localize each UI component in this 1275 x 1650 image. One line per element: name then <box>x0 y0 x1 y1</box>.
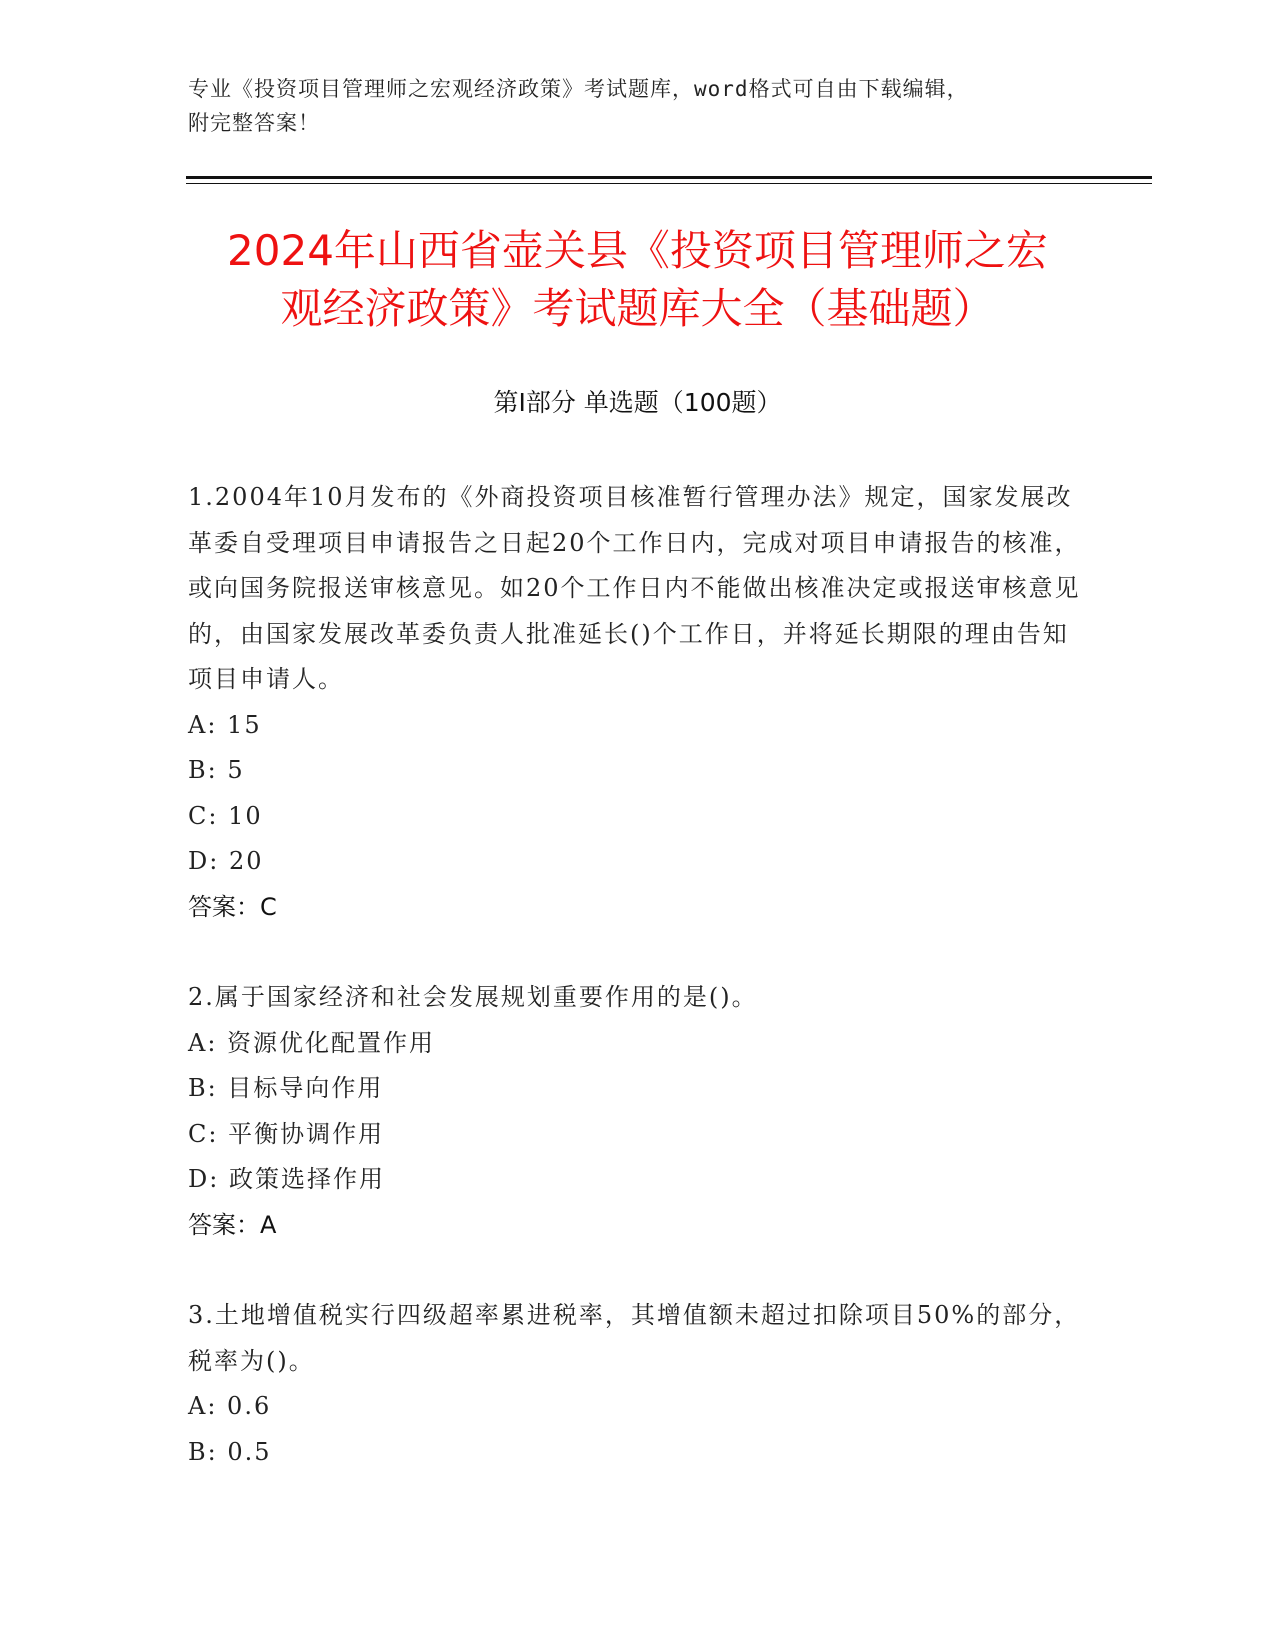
question-2 <box>188 975 1088 1248</box>
question-stem: 2.属于国家经济和社会发展规划重要作用的是()。 <box>188 983 758 1011</box>
document-title <box>150 222 1125 338</box>
option-a: A: 15 <box>188 710 262 739</box>
header-divider-thick <box>186 176 1152 179</box>
option-d: D: 政策选择作用 <box>188 1165 385 1193</box>
header-divider-thin <box>186 183 1152 184</box>
header-note <box>188 72 1088 140</box>
answer: 答案：A <box>188 1210 277 1239</box>
option-b: B: 5 <box>188 756 245 784</box>
option-a: A: 资源优化配置作用 <box>188 1028 436 1057</box>
section-title: 第Ⅰ部分 单选题（100题） <box>493 388 782 417</box>
question-list <box>188 475 1088 1475</box>
option-d: D: 20 <box>188 847 264 875</box>
document-title-line-2: 观经济政策》考试题库大全（基础题） <box>280 284 995 333</box>
option-b: B: 0.5 <box>188 1437 272 1466</box>
question-3 <box>188 1293 1088 1475</box>
question-1 <box>188 475 1088 930</box>
question-spacer <box>188 1248 1088 1293</box>
question-spacer <box>188 930 1088 975</box>
option-a: A: 0.6 <box>188 1392 272 1420</box>
option-b: B: 目标导向作用 <box>188 1074 384 1102</box>
header-note-line-2: 附完整答案！ <box>188 111 320 135</box>
option-c: C: 平衡协调作用 <box>188 1119 385 1148</box>
document-title-line-1: 2024年山西省壶关县《投资项目管理师之宏 <box>227 226 1048 275</box>
question-stem: 3.土地增值税实行四级超率累进税率，其增值额未超过扣除项目50%的部分，税率为()。 <box>188 1301 1081 1375</box>
answer: 答案：C <box>188 892 277 921</box>
question-stem: 1.2004年10月发布的《外商投资项目核准暂行管理办法》规定，国家发展改革委自受理项目申请报告之日起20个工作日内，完成对项目申请报告的核准，或向国务院报送审核意见。如20个工作日内不能做出核准决定或报送审核意见的，由国家发展改革委负责人批准延长()个工作日，并将延长期限的理由告知项目申请人。 <box>188 483 1081 693</box>
option-c: C: 10 <box>188 801 263 830</box>
header-note-line-1: 专业《投资项目管理师之宏观经济政策》考试题库，word格式可自由下载编辑， <box>188 77 969 101</box>
